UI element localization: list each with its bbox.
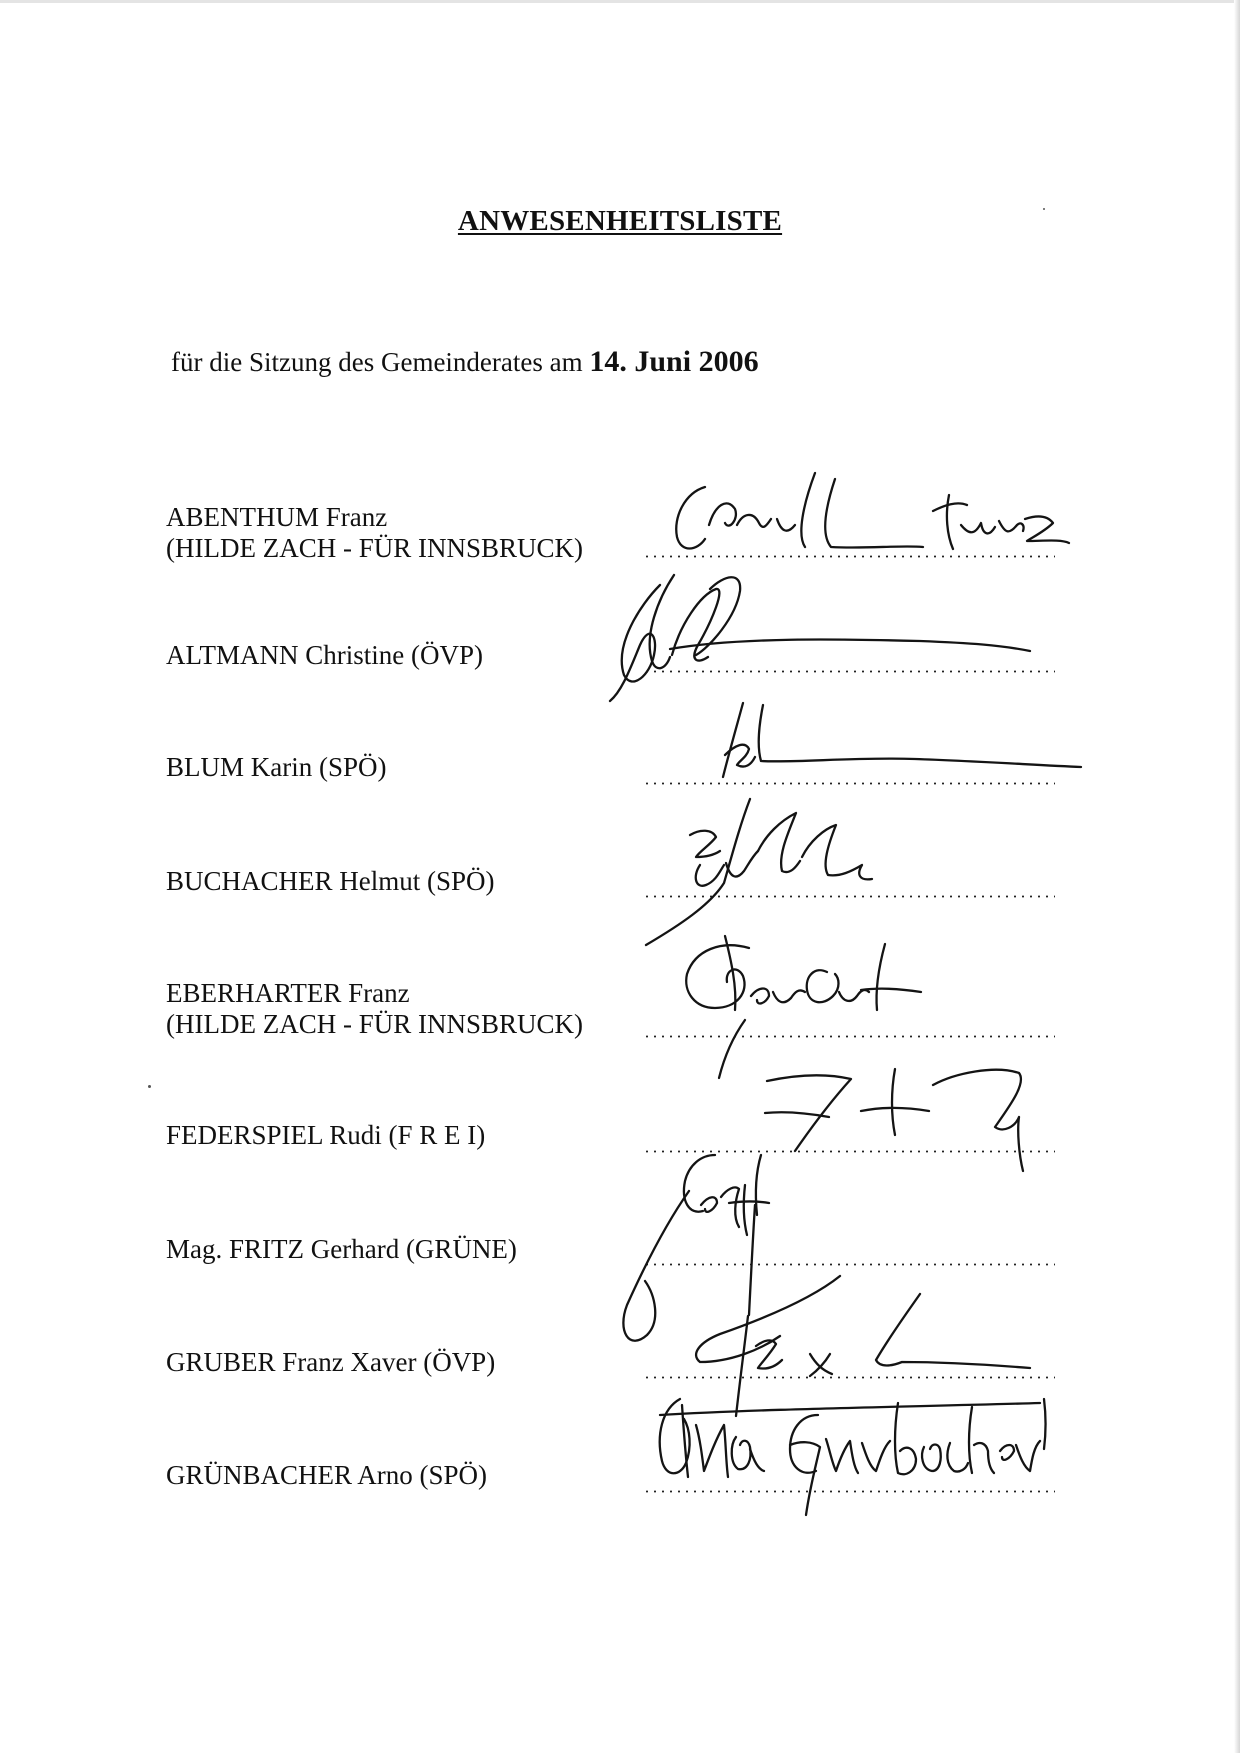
handwritten-signature [600,565,1060,715]
attendee-name-block [166,640,483,671]
attendee-name: GRUBER Franz Xaver (ÖVP) [166,1347,496,1377]
scan-top-edge [0,0,1240,3]
scan-right-edge [1234,0,1240,1753]
meeting-date: 14. Juni 2006 [589,345,759,378]
attendee-name: FEDERSPIEL Rudi (F R E I) [166,1120,486,1150]
handwritten-signature [715,695,1095,785]
attendee-name-block [166,1120,485,1151]
attendee-name: Mag. FRITZ Gerhard (GRÜNE) [166,1234,517,1264]
scan-speck [1043,208,1045,210]
attendee-name-block [166,978,583,1040]
attendee-name: ALTMANN Christine (ÖVP) [166,640,483,670]
scan-speck [148,1085,151,1088]
handwritten-signature [640,795,940,950]
attendee-affiliation: (HILDE ZACH - FÜR INNSBRUCK) [166,1009,583,1039]
attendee-name: GRÜNBACHER Arno (SPÖ) [166,1460,488,1490]
attendee-name: EBERHARTER Franz [166,978,410,1008]
attendee-name-block [166,752,387,783]
attendee-name-block [166,502,583,564]
attendee-name: BUCHACHER Helmut (SPÖ) [166,866,495,896]
attendee-name: BLUM Karin (SPÖ) [166,752,387,782]
attendee-name: ABENTHUM Franz [166,502,388,532]
handwritten-signature [640,1385,1070,1525]
document-subtitle [171,345,759,379]
attendee-name-block [166,1347,495,1378]
attendee-affiliation: (HILDE ZACH - FÜR INNSBRUCK) [166,533,583,563]
attendee-name-block [166,1460,487,1491]
document-title: ANWESENHEITSLISTE [457,205,783,237]
subtitle-prefix: für die Sitzung des Gemeinderates am [171,347,583,377]
attendee-name-block [166,866,495,897]
attendee-name-block [166,1234,517,1265]
handwritten-signature [665,465,1085,565]
